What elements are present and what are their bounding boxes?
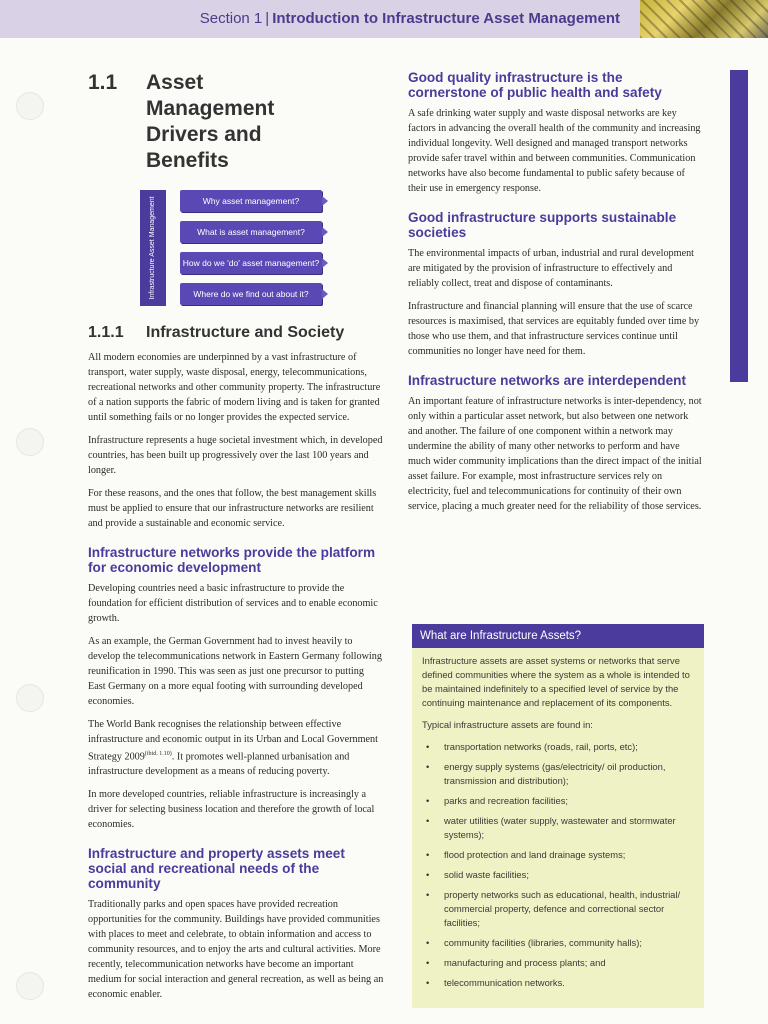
body-paragraph: A safe drinking water supply and waste disposal networks are key factors in advancing the overall health of the community and increasing individual longevity. Well designed and managed transport networks provide safer travel within and between communities. Communication networks have also become fundamental to public safety because of their use in emergency response. [408, 108, 701, 194]
diagram-step-how: How do we 'do' asset management? [180, 252, 322, 274]
binder-hole [16, 684, 44, 712]
section-title: Introduction to Infrastructure Asset Management [272, 10, 620, 27]
body-paragraph: Traditionally parks and open spaces have provided recreation opportunities for the community. Buildings have provided communities with places to meet and celebrate, to obtain information and access to community resources, and to enjoy the arts and cultural activities. More recently, telecommunication networks have become an important medium for social interaction and general recreation, as well as being an economic enabler. [88, 899, 384, 1001]
list-item: • energy supply systems (gas/electricity/ oil production, transmission and distribution); [422, 760, 696, 788]
binder-hole [16, 972, 44, 1000]
body-paragraph: The environmental impacts of urban, industrial and rural development are mitigated by the provision of infrastructure to effectively and reliably collect, treat and dispose of contaminants. [408, 248, 695, 289]
diagram-step-where: Where do we find out about it? [180, 283, 322, 305]
citation-reference: (ibid. 1.10) [144, 751, 172, 757]
chapter-title [88, 70, 384, 174]
section-separator: | [265, 10, 270, 27]
body-paragraph: Infrastructure and financial planning will ensure that the use of scarce resources is maximised, that services are equitably funded over time by those who use them, and that infrastructure services continue until communities no longer have need for them. [408, 301, 700, 357]
list-item: • parks and recreation facilities; [422, 794, 696, 808]
diagram-arrow-icon [322, 289, 328, 299]
chapter-number: 1.1 [88, 71, 118, 94]
diagram-arrow-icon [322, 196, 328, 206]
heading-sustainable-societies: Good infrastructure supports sustainable societies [408, 210, 677, 240]
body-paragraph: For these reasons, and the ones that follow, the best management skills must be applied to ensure that our infrastructure networks are resilient and provide a sustainable and economic service. [88, 488, 377, 529]
body-paragraph: All modern economies are underpinned by a vast infrastructure of transport, water supply, waste disposal, energy, telecommunications, recreational networks and other community property. The infrastructure of a nation supports the fabric of modern living and is taken for granted until something fails or no longer provides the expected service. [88, 352, 381, 423]
diagram-side-bar [140, 190, 166, 306]
diagram-step-what: What is asset management? [180, 221, 322, 243]
heading-property-assets: Infrastructure and property assets meet social and recreational needs of the community [88, 846, 345, 892]
body-paragraph: An important feature of infrastructure networks is inter-dependency, not only within a particular asset network, but also between one network and another. The failure of one component within a network may undermine the ability of many other networks to perform and have much wider community implications than the direct impact of the initial asset failure. For example, most infrastructure services rely on electricity, fuel and telecommunications for continuity of their own service, placing a much greater need for the reliability of those services. [408, 396, 702, 512]
list-item: • water utilities (water supply, wastewater and stormwater systems); [422, 814, 696, 842]
subsection-title: Infrastructure and Society [146, 324, 345, 341]
subsection-number: 1.1.1 [88, 324, 124, 341]
heading-interdependent: Infrastructure networks are interdependent [408, 373, 686, 388]
right-column [408, 68, 704, 522]
heading-public-health: Good quality infrastructure is the cornerstone of public health and safety [408, 70, 662, 100]
list-item: • flood protection and land drainage systems; [422, 848, 696, 862]
corner-illustration-pattern [640, 0, 768, 38]
diagram-step-why: Why asset management? [180, 190, 322, 212]
left-column [88, 70, 384, 1010]
worldbank-text-end: . It promotes well-planned urbanisation and infrastructure development as a means of reducing poverty. [88, 751, 350, 778]
diagram-arrow-icon [322, 258, 328, 268]
body-paragraph: Infrastructure represents a huge societal investment which, in developed countries, has been built up progressively over the last 100 years and longer. [88, 435, 383, 476]
infrastructure-assets-box [412, 624, 704, 1008]
corner-illustration [640, 0, 768, 38]
heading-economic-platform: Infrastructure networks provide the platform for economic development [88, 545, 376, 575]
assets-list [422, 740, 696, 990]
list-item: • property networks such as educational, health, industrial/ commercial property, defence and correctional sector facilities; [422, 888, 696, 930]
assets-box-body [412, 648, 704, 990]
worldbank-paragraph [88, 717, 384, 779]
section-side-tab [730, 70, 748, 382]
list-item: • solid waste facilities; [422, 868, 696, 882]
binder-hole [16, 92, 44, 120]
list-item: • manufacturing and process plants; and [422, 956, 696, 970]
diagram-side-label: Infrastructure Asset Management [149, 196, 156, 300]
list-item: • transportation networks (roads, rail, ports, etc); [422, 740, 696, 754]
worldbank-text: The World Bank recognises the relationship between effective infrastructure and economic output in its Urban and Local Government Strategy 2009 [88, 719, 378, 763]
subsection-heading [88, 324, 384, 342]
section-label: Section 1 [199, 10, 263, 27]
diagram-arrow-icon [322, 227, 328, 237]
section-header [200, 10, 620, 27]
assets-definition: Infrastructure assets are asset systems or networks that serve defined communities where the system as a whole is intended to be maintained indefinitely to a specified level of service by the continuing maintenance and replacement of its components. [422, 655, 690, 708]
list-item: • community facilities (libraries, community halls); [422, 936, 696, 950]
assets-list-intro: Typical infrastructure assets are found in: [422, 719, 593, 730]
chapter-title-text: Asset Management Drivers and Benefits [146, 71, 275, 172]
assets-box-title: What are Infrastructure Assets? [412, 624, 704, 648]
binder-hole [16, 428, 44, 456]
body-paragraph: As an example, the German Government had to invest heavily to develop the telecommunications network in Eastern Germany following reunification in 1990. This was seen as just one precursor to putting East Germany on a more equal footing with surrounding developed economies. [88, 636, 382, 707]
body-paragraph: Developing countries need a basic infrastructure to provide the foundation for efficient distribution of services and to enable economic growth. [88, 583, 378, 624]
list-item: • telecommunication networks. [422, 976, 696, 990]
body-paragraph: In more developed countries, reliable infrastructure is increasingly a driver for selecting business location and therefore the growth of local economies. [88, 789, 375, 831]
asset-management-diagram [140, 190, 390, 310]
